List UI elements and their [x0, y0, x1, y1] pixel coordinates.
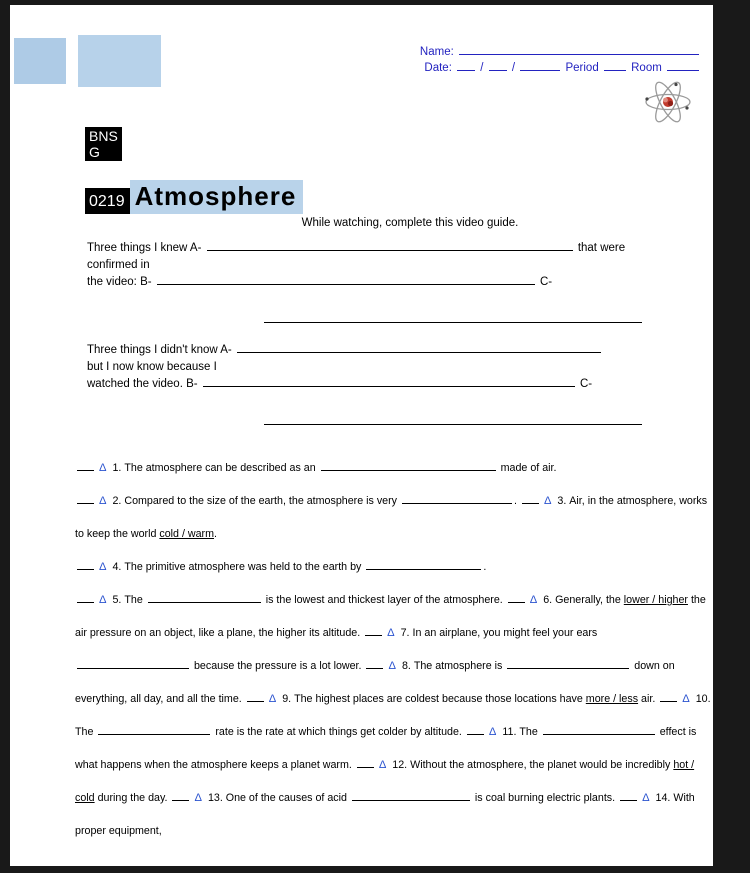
- answer-blank: [264, 313, 642, 323]
- intro-things-knew: [87, 240, 644, 329]
- text-run: .: [514, 495, 520, 507]
- answer-blank: [366, 561, 481, 570]
- text-run: but I now know because I: [87, 361, 217, 373]
- text-run: 5. The: [109, 594, 146, 606]
- delta-icon: Δ: [488, 726, 497, 738]
- answer-blank: [507, 660, 629, 669]
- intro-line: [87, 359, 644, 376]
- answer-blank: [459, 45, 699, 55]
- worksheet-subtitle: While watching, complete this video guide.: [301, 217, 519, 229]
- choice-text: hot / cold: [75, 759, 695, 804]
- text-run: air.: [638, 693, 659, 705]
- choice-text: lower / higher: [623, 594, 688, 606]
- answer-blank: [467, 726, 484, 735]
- header-fields: [420, 44, 701, 76]
- answer-blank: [203, 377, 575, 387]
- choice-text: more / less: [585, 693, 639, 705]
- intro-line: [87, 240, 644, 257]
- text-run: 6. Generally, the: [540, 594, 624, 606]
- text-run: 3. Air, in the atmosphere, works to keep the world: [75, 495, 708, 540]
- text-run: effect is what happens when the atmosphere keeps a planet warm.: [75, 726, 697, 771]
- delta-icon: Δ: [378, 759, 387, 771]
- intro-line: [87, 257, 644, 274]
- text-run: /: [508, 62, 519, 74]
- answer-blank: [77, 495, 94, 504]
- answer-blank: [207, 241, 573, 251]
- text-run: Period: [562, 62, 602, 74]
- video-code-top: [85, 127, 122, 161]
- text-run: 7. In an airplane, you might feel your ears: [397, 627, 598, 639]
- worksheet-page: [10, 5, 713, 866]
- text-run: 9. The highest places are coldest because those locations have: [279, 693, 586, 705]
- choice-text: cold / warm: [159, 528, 215, 540]
- question-paragraph-4: [75, 584, 713, 848]
- text-run: C-: [536, 276, 553, 288]
- text-run: Three things I didn't know A-: [87, 344, 235, 356]
- question-paragraph-1: [75, 452, 713, 485]
- delta-icon: Δ: [194, 792, 202, 804]
- text-run: the video: B-: [87, 276, 155, 288]
- text-run: because the pressure is a lot lower.: [191, 660, 365, 672]
- answer-blank: [77, 660, 189, 669]
- delta-icon: Δ: [99, 594, 107, 606]
- delta-icon: Δ: [268, 693, 277, 705]
- answer-blank: [98, 726, 210, 735]
- atom-icon: [643, 81, 693, 123]
- video-code-line1: BNS: [89, 128, 118, 144]
- answer-blank: [457, 61, 475, 71]
- answer-blank: [77, 594, 94, 603]
- answer-blank: [357, 759, 374, 768]
- text-run: confirmed in: [87, 259, 150, 271]
- delta-icon: Δ: [388, 660, 396, 672]
- answer-blank: [366, 660, 383, 669]
- answer-blank: [148, 594, 261, 603]
- question-paragraph-3: [75, 551, 713, 584]
- delta-icon: Δ: [99, 561, 107, 573]
- decorative-square-2: [78, 35, 161, 87]
- text-run: Three things I knew A-: [87, 242, 205, 254]
- name-line: [420, 44, 701, 60]
- answer-blank: [667, 61, 699, 71]
- intro-things-didnt-know: [87, 342, 644, 431]
- text-run: made of air.: [497, 462, 557, 474]
- answer-blank: [172, 792, 189, 801]
- text-run: Room: [627, 62, 665, 74]
- text-run: .: [483, 561, 487, 573]
- intro-line: [87, 376, 644, 393]
- title-row: [85, 180, 303, 214]
- text-run: is coal burning electric plants.: [471, 792, 619, 804]
- answer-blank: [543, 726, 655, 735]
- title-block: [85, 127, 303, 214]
- answer-blank: [77, 561, 94, 570]
- delta-icon: Δ: [642, 792, 650, 804]
- answer-blank: [489, 61, 507, 71]
- text-run: during the day.: [94, 792, 171, 804]
- text-run: 1. The atmosphere can be described as an: [109, 462, 319, 474]
- answer-blank: [620, 792, 637, 801]
- text-run: 11. The: [499, 726, 541, 738]
- delta-icon: Δ: [543, 495, 552, 507]
- answer-blank: [508, 594, 525, 603]
- text-run: C-: [576, 378, 593, 390]
- text-run: 2. Compared to the size of the earth, the atmosphere is very: [109, 495, 400, 507]
- intro-line: [87, 342, 644, 359]
- text-run: 13. One of the causes of acid: [204, 792, 350, 804]
- answer-blank: [237, 343, 601, 353]
- answer-blank: [520, 61, 560, 71]
- text-run: 10. The: [75, 693, 711, 738]
- video-code-line2: G: [89, 144, 100, 160]
- intro-line: [87, 274, 644, 291]
- answer-blank: [402, 495, 512, 504]
- text-run: Date:: [424, 62, 456, 74]
- question-paragraph-2: [75, 485, 713, 551]
- answer-blank: [321, 462, 496, 471]
- answer-blank: [264, 415, 642, 425]
- text-run: down on everything, all day, and all the time.: [75, 660, 675, 705]
- answer-blank: [77, 462, 94, 471]
- delta-icon: Δ: [99, 495, 107, 507]
- answer-blank: [157, 275, 535, 285]
- answer-blank: [352, 792, 470, 801]
- text-run: rate is the rate at which things get colder by altitude.: [212, 726, 465, 738]
- text-run: 12. Without the atmosphere, the planet would be incredibly: [389, 759, 674, 771]
- delta-icon: Δ: [387, 627, 395, 639]
- text-run: that were: [574, 242, 626, 254]
- delta-icon: Δ: [529, 594, 538, 606]
- delta-icon: Δ: [99, 462, 107, 474]
- text-run: Name:: [419, 46, 457, 58]
- answer-blank: [522, 495, 539, 504]
- delta-icon: Δ: [682, 693, 690, 705]
- intro-extra-blank-line: [262, 414, 644, 431]
- text-run: the air pressure on an object, like a plane, the higher its altitude.: [75, 594, 706, 639]
- decorative-square-1: [14, 38, 66, 84]
- answer-blank: [604, 61, 626, 71]
- questions-section: [75, 452, 713, 848]
- text-run: /: [477, 62, 487, 74]
- text-run: .: [214, 528, 217, 540]
- text-run: is the lowest and thickest layer of the atmosphere.: [262, 594, 506, 606]
- worksheet-title: Atmosphere: [130, 180, 304, 214]
- text-run: 8. The atmosphere is: [398, 660, 506, 672]
- text-run: 14. With proper equipment,: [75, 792, 695, 837]
- answer-blank: [247, 693, 264, 702]
- intro-extra-blank-line: [262, 312, 644, 329]
- answer-blank: [365, 627, 382, 636]
- video-code-number: 0219: [85, 188, 130, 214]
- answer-blank: [660, 693, 677, 702]
- text-run: 4. The primitive atmosphere was held to the earth by: [109, 561, 365, 573]
- text-run: watched the video. B-: [87, 378, 201, 390]
- date-line: [420, 60, 701, 76]
